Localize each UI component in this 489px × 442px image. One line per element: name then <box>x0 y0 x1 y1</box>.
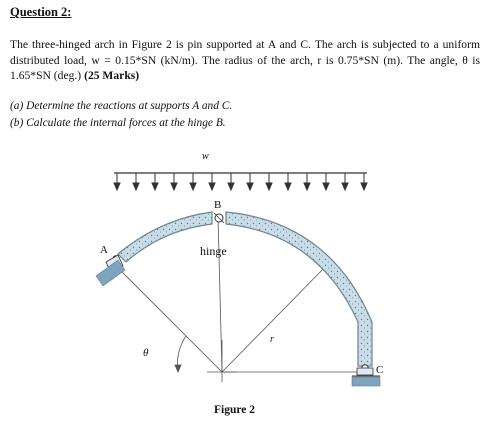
load-arrow-head <box>171 183 177 190</box>
load-arrow-head <box>228 183 234 190</box>
radius-line-left <box>112 262 222 372</box>
load-arrows <box>114 173 367 190</box>
load-arrow-head <box>342 183 348 190</box>
load-label: w <box>202 151 209 162</box>
load-arrow-head <box>114 183 120 190</box>
figure-caption: Figure 2 <box>214 404 255 416</box>
hinge-text: hinge <box>200 244 227 258</box>
arch-figure <box>0 140 489 442</box>
radius-label: r <box>270 334 274 345</box>
intro-text: The three-hinged arch in Figure 2 is pin supported at A and C. The arch is subjected to a uniform distributed load, w = 0.15*SN (kN/m). The radius of the arch, r is 0.75*SN (m). The angle, θ is 1.65*SN (deg.) <box>10 38 480 82</box>
question-heading: Question 2: <box>10 5 72 19</box>
hinge-point-label: B <box>214 199 222 211</box>
support-a <box>96 255 125 286</box>
arch-segment-left <box>118 212 212 262</box>
load-arrow-head <box>304 183 310 190</box>
marks-label: (25 Marks) <box>84 69 140 82</box>
load-arrow-head <box>266 183 272 190</box>
part-a: (a) Determine the reactions at supports A and C. <box>10 100 233 112</box>
distributed-load <box>114 173 367 190</box>
arch-segment-right <box>226 212 372 366</box>
support-c-label: C <box>376 364 384 376</box>
load-arrow-head <box>190 183 196 190</box>
angle-label: θ <box>143 347 149 359</box>
angle-arrow-head <box>175 365 181 372</box>
load-arrow-head <box>247 183 253 190</box>
load-arrow-head <box>285 183 291 190</box>
part-b: (b) Calculate the internal forces at the hinge B. <box>10 117 226 129</box>
support-a-label: A <box>100 244 108 256</box>
hinge-b <box>214 213 224 223</box>
load-arrow-head <box>361 183 367 190</box>
radius-line-c <box>222 262 330 372</box>
radius-line-top <box>218 217 222 372</box>
question-intro <box>10 37 480 84</box>
load-arrow-head <box>133 183 139 190</box>
load-arrow-head <box>209 183 215 190</box>
load-arrow-head <box>152 183 158 190</box>
load-arrow-head <box>323 183 329 190</box>
